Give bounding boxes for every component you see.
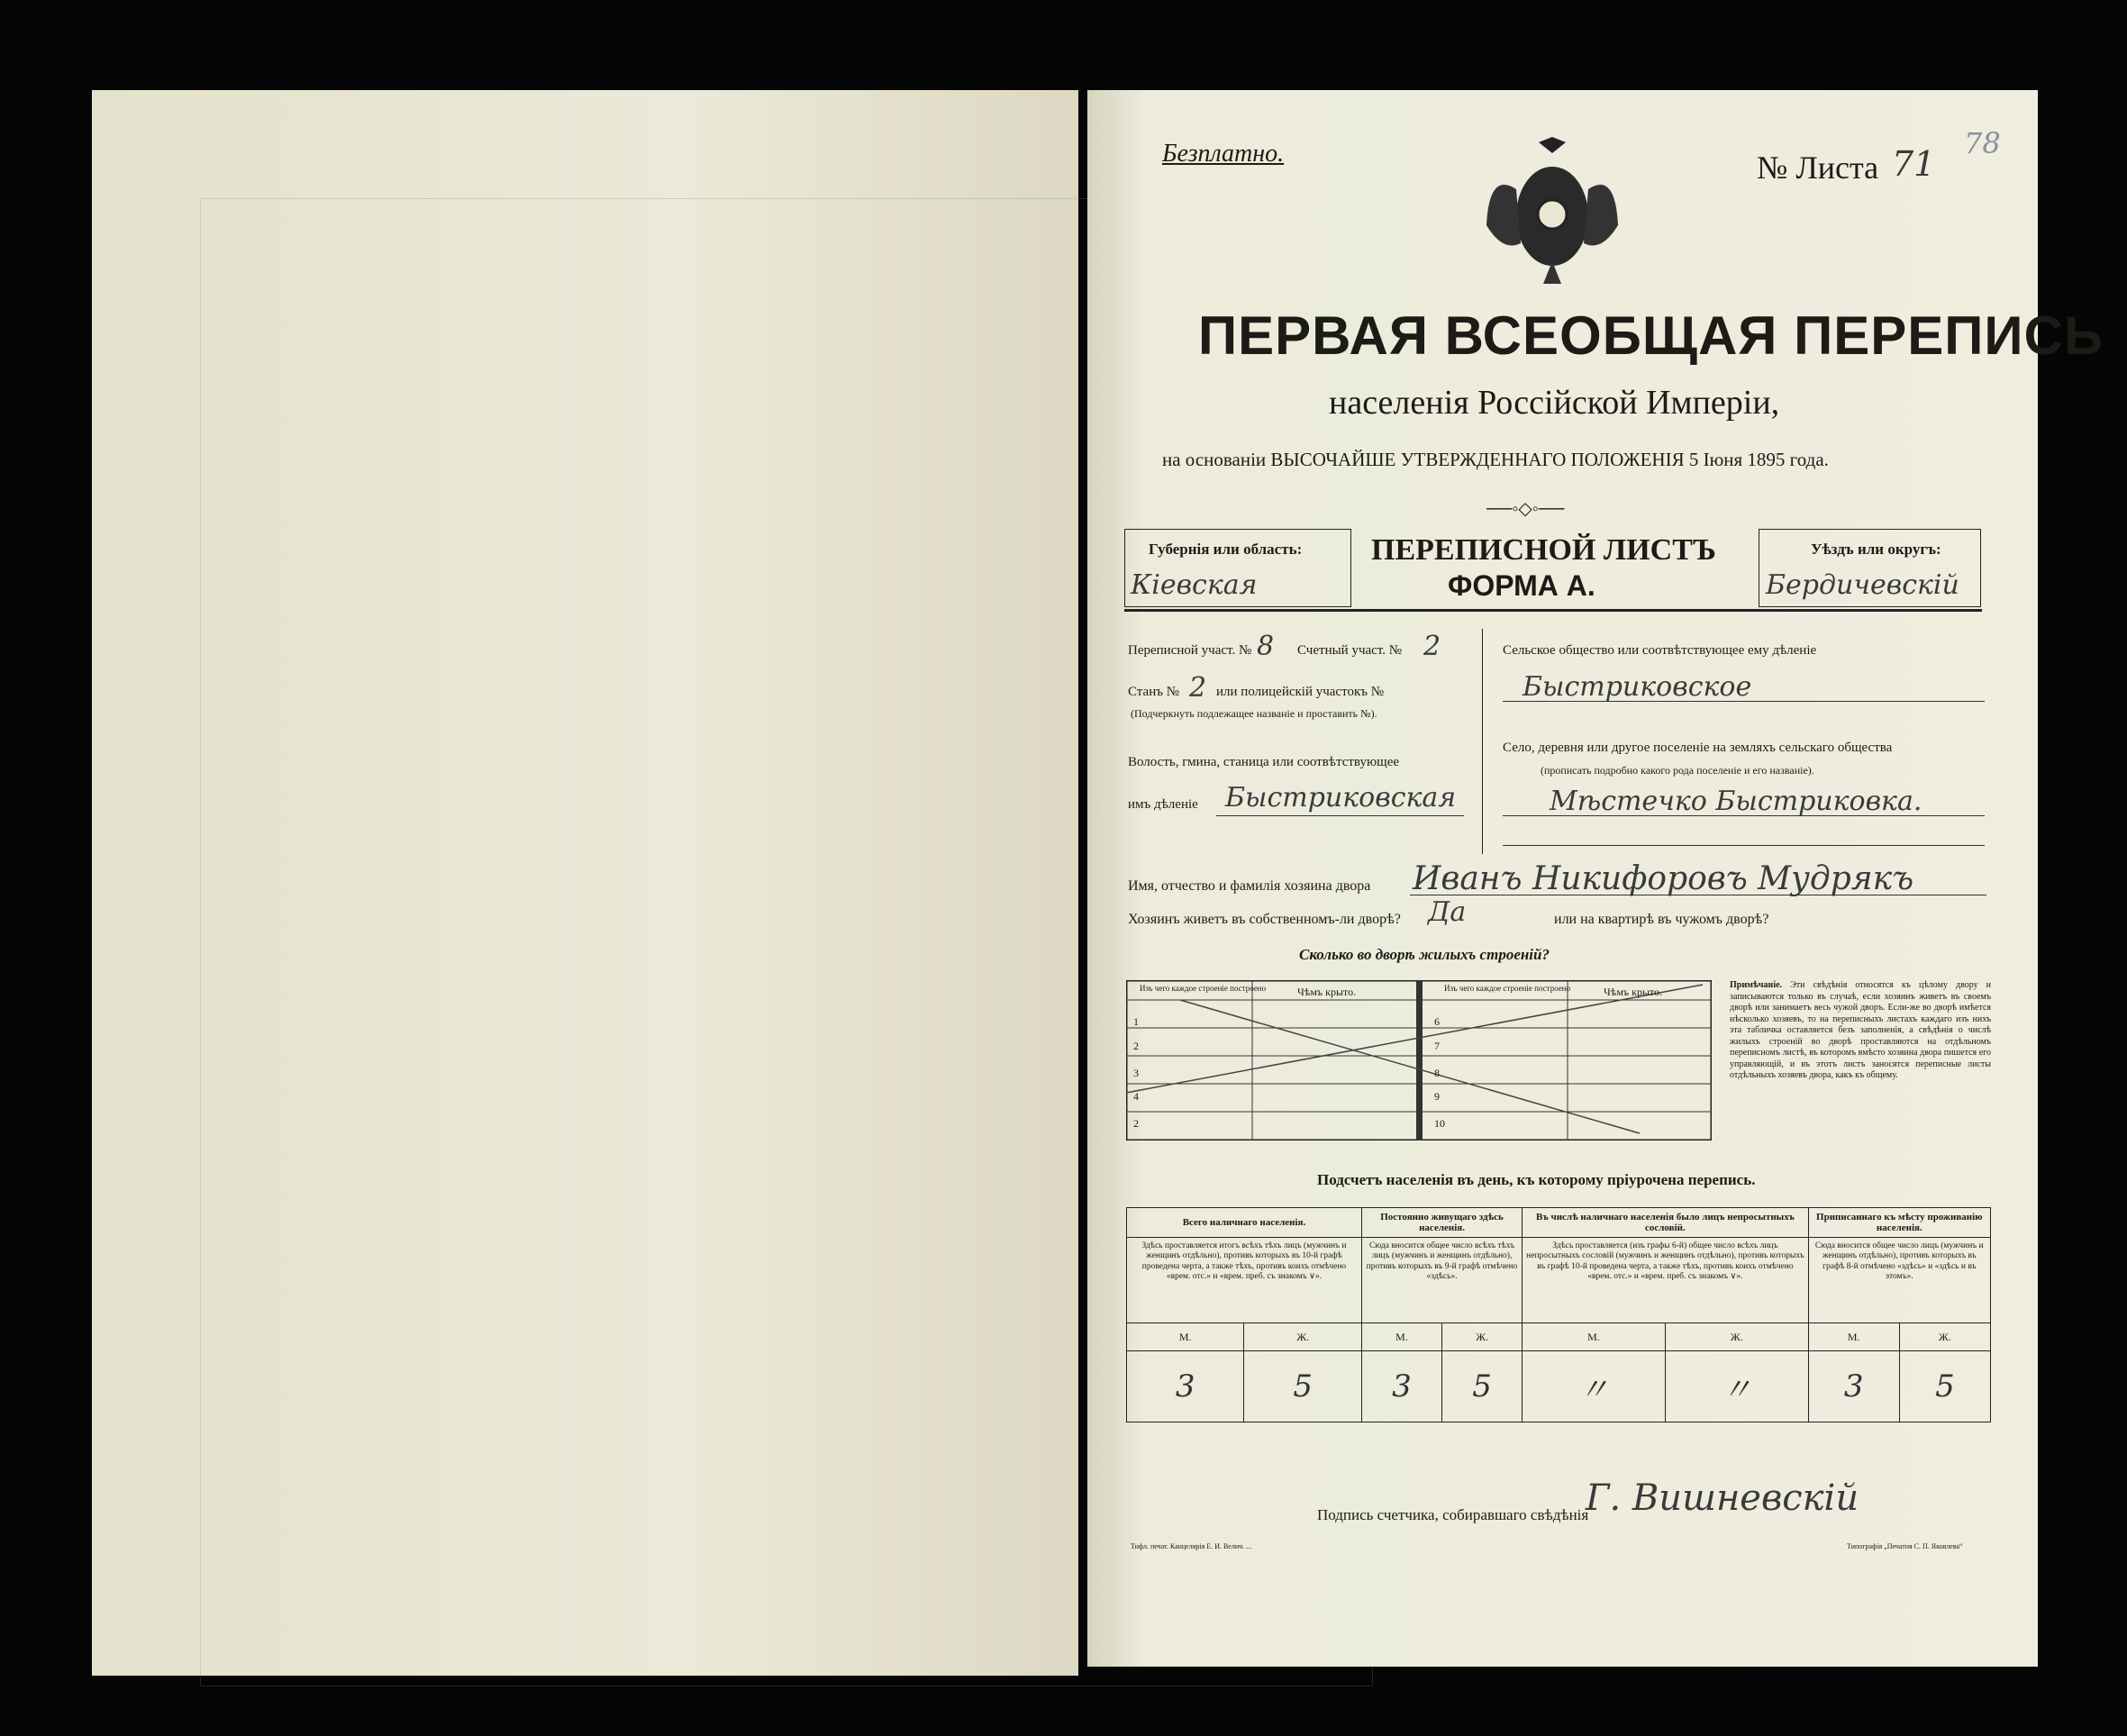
buildings-table (1126, 980, 1712, 1141)
population-table (1126, 1207, 1991, 1422)
population-col3-title: Въ числѣ наличнаго населенія было лицъ непросытныхъ сословій. (1523, 1208, 1809, 1238)
buildings-row-left-2: 2 (1133, 1040, 1139, 1052)
col4-female-header: Ж. (1899, 1323, 1990, 1351)
col1-female-value: 5 (1244, 1351, 1361, 1422)
basis-line: на основаніи ВЫСОЧАЙШЕ УТВЕРЖДЕННАГО ПОЛОЖЕНІЯ 5 Іюня 1895 года. (1162, 449, 1829, 470)
form-name: ФОРМА А. (1448, 569, 1595, 602)
sheet-corner-number: 78 (1964, 126, 2001, 160)
col1-male-value: 3 (1127, 1351, 1244, 1422)
sheet-number-label: № Листа (1757, 150, 1879, 186)
header-rule (1124, 609, 1982, 612)
uezd-label: Уѣздъ или округъ: (1811, 541, 1941, 558)
population-col3-desc: Здѣсь проставляется (изъ графы 6-й) общее число всѣхъ лицъ непросытныхъ сословій (мужчинъ и женщинъ отдѣльно), противъ которыхъ въ графѣ 10-й проведена черта, а также тѣхъ, противъ коихъ отмѣчено «врем. отс.» и «врем. преб. съ знакомъ ∨». (1523, 1238, 1809, 1323)
location-divider (1482, 629, 1483, 854)
buildings-col2-header: Чѣмъ крыто. (1297, 986, 1357, 998)
subtitle: населенія Россійской Имперіи, (1329, 384, 1780, 422)
free-label: Безплатно. (1162, 140, 1285, 168)
ornament-divider: ──◦◇◦── (1486, 499, 1565, 519)
buildings-row-right-4: 9 (1434, 1090, 1440, 1103)
uezd-value: Бердичевскій (1766, 569, 1959, 601)
col1-male-header: М. (1127, 1323, 1244, 1351)
population-col2-desc: Сюда вносится общее число всѣхъ тѣхъ лицъ (мужчинъ и женщинъ отдѣльно), противъ которыхъ въ 9-й графѣ отмѣчено «здѣсь». (1361, 1238, 1522, 1323)
own-yard-label: Хозяинъ живетъ въ собственномъ-ли дворѣ? (1128, 912, 1401, 927)
col2-female-header: Ж. (1442, 1323, 1523, 1351)
col2-male-value: 3 (1361, 1351, 1441, 1422)
count-district-value: 2 (1423, 631, 1441, 662)
buildings-col1-header: Изъ чего каждое строеніе построено (1140, 984, 1267, 993)
village-underline-2 (1503, 845, 1985, 846)
signature-label: Подпись счетчика, собиравшаго свѣдѣнія (1317, 1506, 1589, 1523)
rent-label: или на квартирѣ въ чужомъ дворѣ? (1554, 912, 1769, 927)
buildings-col3-header: Изъ чего каждое строеніе построено (1444, 984, 1571, 993)
buildings-row-right-5: 10 (1434, 1117, 1445, 1130)
society-value: Быстриковское (1523, 671, 1752, 703)
population-col1-title: Всего наличнаго населенія. (1127, 1208, 1362, 1238)
col1-female-header: Ж. (1244, 1323, 1361, 1351)
buildings-note-title: Примѣчаніе. (1730, 980, 1783, 990)
buildings-col4-header: Чѣмъ крыто. (1604, 986, 1663, 998)
signature-value: Г. Вишневскій (1586, 1477, 1859, 1519)
printer-right: Типографія „Печатня С. П. Яковлева“ (1847, 1542, 1963, 1550)
village-note: (прописать подробно какого рода поселеніе и его названіе). (1541, 764, 1814, 777)
buildings-row-left-5: 2 (1133, 1117, 1139, 1130)
society-label: Сельское общество или соотвѣтствующее ему дѣленіе (1503, 643, 1817, 658)
buildings-note (1730, 980, 1991, 1082)
own-yard-value: Да (1428, 896, 1467, 928)
population-col4-title: Приписаннаго къ мѣсту проживанію населенія. (1808, 1208, 1990, 1238)
buildings-label: Сколько во дворѣ жилыхъ строеній? (1299, 946, 1550, 963)
buildings-row-left-3: 3 (1133, 1067, 1139, 1079)
buildings-note-text: Эти свѣдѣнія относятся къ цѣлому двору и записываются только въ случаѣ, если хозяинъ живетъ въ своемъ дворѣ или занимаетъ весь чужой дворъ. Если-же во дворѣ имѣется нѣсколько хозяевъ, то на переписныхъ листахъ каждаго изъ нихъ эта табличка оставляется безъ заполненія, а свѣдѣнія о числѣ жилыхъ строеній во дворѣ проставляются на отдѣльномъ переписномъ листѣ, въ которомъ вмѣсто хозяина двора пишется его управляющій, и въ этотъ листъ заносятся переписные листы отдѣльныхъ хозяевъ двора, какъ къ общему. (1730, 980, 1992, 1080)
society-underline (1503, 701, 1985, 702)
col3-male-value: 〃 (1523, 1351, 1666, 1422)
volost-value: Быстриковская (1225, 782, 1457, 813)
gubernia-label: Губернія или область: (1149, 541, 1303, 558)
sheet-number-value: 71 (1892, 144, 1936, 184)
village-value: Мѣстечко Быстриковка. (1550, 786, 1922, 817)
stan-label: Станъ № (1128, 685, 1180, 699)
village-label: Село, деревня или другое поселеніе на земляхъ сельскаго общества (1503, 741, 1893, 755)
sheet-title: ПЕРЕПИСНОЙ ЛИСТЪ (1371, 533, 1716, 567)
main-title: ПЕРВАЯ ВСЕОБЩАЯ ПЕРЕПИСЬ (1198, 305, 2104, 366)
count-district-label: Счетный участ. № (1297, 643, 1403, 658)
buildings-row-left-1: 1 (1133, 1015, 1139, 1028)
police-label: или полицейскій участокъ № (1216, 685, 1385, 699)
buildings-row-right-2: 7 (1434, 1040, 1440, 1052)
volost-label-2: имъ дѣленіе (1128, 797, 1198, 812)
left-page (92, 90, 1078, 1676)
volost-underline (1216, 815, 1464, 816)
col2-male-header: М. (1361, 1323, 1441, 1351)
underline-note: (Подчеркнуть подлежащее названіе и проставить №). (1131, 707, 1377, 720)
buildings-row-right-1: 6 (1434, 1015, 1440, 1028)
col4-female-value: 5 (1899, 1351, 1990, 1422)
imperial-eagle-emblem (1485, 135, 1620, 288)
printer-left: Тифл. печат. Канцелярія Е. И. Велич. ... (1131, 1542, 1252, 1550)
population-col1-desc: Здѣсь проставляется итогъ всѣхъ тѣхъ лицъ (мужчинъ и женщинъ отдѣльно), противъ которыхъ въ 10-й графѣ проведена черта, а также тѣхъ, противъ коихъ отмѣчено «врем. отс.» и «врем. преб. съ знакомъ ∨». (1127, 1238, 1362, 1323)
buildings-row-left-4: 4 (1133, 1090, 1139, 1103)
stan-value: 2 (1189, 672, 1207, 704)
census-district-value: 8 (1257, 631, 1275, 662)
village-underline (1503, 815, 1985, 816)
gubernia-value: Кіевская (1131, 569, 1258, 601)
volost-label: Волость, гмина, станица или соотвѣтствующее (1128, 755, 1400, 769)
population-heading: Подсчетъ населенія въ день, къ которому пріурочена перепись. (1317, 1171, 1756, 1188)
col3-male-header: М. (1523, 1323, 1666, 1351)
col4-male-header: М. (1808, 1323, 1899, 1351)
col4-male-value: 3 (1808, 1351, 1899, 1422)
owner-name-label: Имя, отчество и фамилія хозяина двора (1128, 878, 1371, 894)
population-col4-desc: Сюда вносится общее число лицъ (мужчинъ и женщинъ отдѣльно), противъ которыхъ въ графѣ 8-й отмѣчено «здѣсь» и «здѣсь и въ этомъ». (1808, 1238, 1990, 1323)
col2-female-value: 5 (1442, 1351, 1523, 1422)
owner-name-value: Иванъ Никифоровъ Мудрякъ (1413, 860, 1914, 897)
buildings-row-right-3: 8 (1434, 1067, 1440, 1079)
population-col2-title: Постоянно живущаго здѣсь населенія. (1361, 1208, 1522, 1238)
col3-female-header: Ж. (1665, 1323, 1808, 1351)
col3-female-value: 〃 (1665, 1351, 1808, 1422)
census-district-label: Переписной участ. № (1128, 643, 1252, 658)
